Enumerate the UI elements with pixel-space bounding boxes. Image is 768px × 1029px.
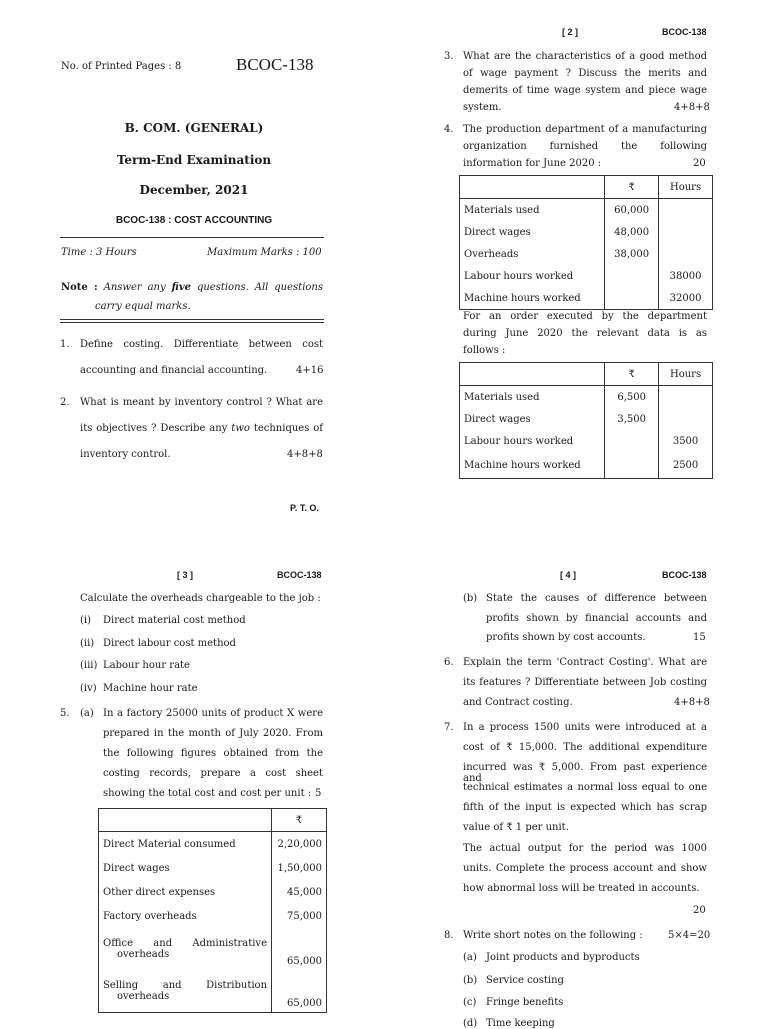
degree-title: B. COM. (GENERAL) [124,121,264,135]
row-rupees: 60,000 [605,199,659,222]
row-hours: 3500 [659,430,713,452]
q1-marks: 4+16 [296,365,324,376]
q1-number: 1. [60,339,70,350]
note-item-number: (d) [463,1018,478,1029]
table-row [99,904,327,928]
note-item-text: Joint products and byproducts [486,952,640,963]
row-label: Other direct expenses [99,880,272,904]
cost-sheet-table [98,808,327,1013]
q7-line3: incurred was ₹ 5,000. From past experience and [463,762,707,784]
row-rupees: 65,000 [272,970,327,1013]
row-hours: 32000 [659,287,713,310]
note-item-number: (b) [463,975,478,986]
row-label [99,970,272,1013]
q7-number: 7. [444,722,454,733]
page-code: BCOC-138 [662,570,707,580]
q5-line1: In a factory 25000 units of product X were [103,708,323,719]
row-label: Labour hours worked [460,430,605,452]
q5-line3: the following figures obtained from the [103,748,323,759]
q8-number: 8. [444,930,454,941]
q2-marks: 4+8+8 [287,449,323,460]
table-row [460,243,713,265]
q8-marks: 5×4=20 [668,930,711,941]
double-rule-bottom [60,322,324,323]
table-header-row [460,176,713,199]
table-header-cell [460,363,605,386]
row-rupees: 45,000 [272,880,327,904]
note-line [61,274,323,301]
hours-header: Hours [659,363,713,386]
row-hours [659,221,713,243]
paper-code: BCOC-138 [236,55,314,74]
q3-line3: demerits of time wage system and piece wage [463,85,707,96]
q7-line9: how abnormal loss will be treated in accounts. [463,883,700,894]
row-label: Materials used [460,199,605,222]
calc-line: Calculate the overheads chargeable to the job : [80,593,321,604]
q2-line3: inventory control. [80,449,171,460]
row-hours: 2500 [659,452,713,479]
q7-line7: The actual output for the period was 1000 [463,843,707,854]
q4-line3: information for June 2020 : [463,158,602,169]
q7-line4: technical estimates a normal loss equal to one [463,782,707,793]
row-rupees: 1,50,000 [272,856,327,880]
q2-line1: What is meant by inventory control ? What are [80,397,323,408]
page-number: [ 3 ] [177,570,194,580]
q5-line4: costing records, prepare a cost sheet [103,768,323,779]
table-row [99,832,327,857]
divider [60,237,324,238]
note-item-number: (a) [463,952,477,963]
double-rule-top [60,319,324,320]
row-rupees: 48,000 [605,221,659,243]
note-item-text: Service costing [486,975,564,986]
row-rupees [605,430,659,452]
row-label: Direct wages [99,856,272,880]
row-label-line1: Selling and Distribution [103,980,268,991]
q6-line3: and Contract costing. [463,697,573,708]
rupee-header: ₹ [272,809,327,832]
page-code: BCOC-138 [662,27,707,37]
q7-line8: units. Complete the process account and show [463,863,707,874]
rupee-header: ₹ [605,176,659,199]
note-post: questions. All questions [196,282,323,293]
table-row [460,199,713,222]
row-rupees: 6,500 [605,386,659,409]
order-line1: For an order executed by the department [463,311,707,322]
table-row [99,928,327,970]
row-rupees: 75,000 [272,904,327,928]
table-row [460,287,713,310]
row-rupees: 38,000 [605,243,659,265]
hours-header: Hours [659,176,713,199]
row-label [99,928,272,970]
q2-number: 2. [60,397,70,408]
row-label: Materials used [460,386,605,409]
method-text: Direct material cost method [103,615,246,626]
exam-title: Term-End Examination [116,153,272,167]
note-bold: five [171,282,192,293]
note-item-text: Fringe benefits [486,997,564,1008]
method-number: (iv) [80,683,97,694]
q5-marks: 5 [315,788,322,799]
row-label: Direct Material consumed [99,832,272,857]
q5-line2: prepared in the month of July 2020. From [103,728,323,739]
method-number: (ii) [80,638,95,649]
q5-line5: showing the total cost and cost per unit : [103,788,312,799]
q5b-line1: State the causes of difference between [486,593,707,604]
q4-marks: 20 [693,158,706,169]
q2-line2-post: techniques of [253,423,323,434]
table-row [460,452,713,479]
q3-line1: What are the characteristics of a good method [463,51,707,62]
q2-line2 [80,423,323,434]
q1-line2: accounting and financial accounting. [80,365,268,376]
method-text: Machine hour rate [103,683,198,694]
table-row [99,880,327,904]
table-row [460,386,713,409]
rupee-header: ₹ [605,363,659,386]
row-label: Machine hours worked [460,452,605,479]
production-table [459,175,713,310]
table-row [460,265,713,287]
exam-time: Time : 3 Hours [61,247,137,258]
pto: P. T. O. [290,503,319,513]
q1-line1: Define costing. Differentiate between cost [80,339,323,350]
row-label: Labour hours worked [460,265,605,287]
page-number: [ 4 ] [560,570,577,580]
q2-line2-pre: its objectives ? Describe any [80,423,228,434]
q3-marks: 4+8+8 [674,102,710,113]
order-line2: during June 2020 the relevant data is as [463,328,707,339]
page-code: BCOC-138 [277,570,322,580]
q4-number: 4. [444,124,454,135]
exam-date: December, 2021 [139,183,249,197]
note-item-text: Time keeping [486,1018,555,1029]
q3-line2: of wage payment ? Discuss the merits and [463,68,707,79]
page-number: [ 2 ] [562,27,579,37]
row-rupees [605,452,659,479]
row-label: Direct wages [460,408,605,430]
note-item-number: (c) [463,997,477,1008]
note-pre: Answer any [103,282,166,293]
subject-title: BCOC-138 : COST ACCOUNTING [115,215,273,226]
order-table [459,362,713,479]
q2-line2-italic: two [231,423,250,434]
row-rupees [605,265,659,287]
printed-pages: No. of Printed Pages : 8 [61,61,182,72]
method-number: (iii) [80,660,98,671]
row-rupees: 2,20,000 [272,832,327,857]
row-rupees: 65,000 [272,928,327,970]
row-label: Factory overheads [99,904,272,928]
q4-line1: The production department of a manufacturing [463,124,707,135]
row-label-line2: overheads [117,991,170,1002]
q6-line1: Explain the term 'Contract Costing'. What are [463,657,707,668]
row-rupees [605,287,659,310]
q7-marks: 20 [693,905,706,916]
note-label: Note : [61,282,98,293]
table-row [460,408,713,430]
row-hours: 38000 [659,265,713,287]
q8-line1: Write short notes on the following : [463,930,643,941]
table-row [460,430,713,452]
q4-line2: organization furnished the following [463,141,707,152]
q7-line5: fifth of the input is expected which has scrap [463,802,707,813]
row-label: Direct wages [460,221,605,243]
row-hours [659,199,713,222]
table-header-row [460,363,713,386]
q6-marks: 4+8+8 [674,697,710,708]
q5b-line2: profits shown by financial accounts and [486,613,707,624]
row-label-line1: Office and Administrative [103,938,268,949]
q3-number: 3. [444,51,454,62]
q5b-line3: profits shown by cost accounts. [486,632,646,643]
row-label-line2: overheads [117,949,170,960]
order-line3: follows : [463,345,506,356]
table-row [460,221,713,243]
q6-number: 6. [444,657,454,668]
q7-line2: cost of ₹ 15,000. The additional expenditure [463,742,707,753]
q7-line1: In a process 1500 units were introduced at a [463,722,707,733]
table-row [99,856,327,880]
q5-number: 5. [60,708,70,719]
row-label: Machine hours worked [460,287,605,310]
row-hours [659,408,713,430]
row-hours [659,243,713,265]
row-hours [659,386,713,409]
table-header-cell [460,176,605,199]
note-line2: carry equal marks. [95,301,191,312]
table-header-row [99,809,327,832]
max-marks: Maximum Marks : 100 [207,247,322,258]
q5b-label: (b) [463,593,478,604]
q3-line4: system. [463,102,502,113]
q7-line6: value of ₹ 1 per unit. [463,822,569,833]
table-row [99,970,327,1013]
row-rupees: 3,500 [605,408,659,430]
q5a-label: (a) [80,708,94,719]
row-label: Overheads [460,243,605,265]
q5b-marks: 15 [693,632,706,643]
method-number: (i) [80,615,92,626]
method-text: Labour hour rate [103,660,190,671]
table-header-cell [99,809,272,832]
q6-line2: its features ? Differentiate between Job costing [463,677,707,688]
method-text: Direct labour cost method [103,638,236,649]
